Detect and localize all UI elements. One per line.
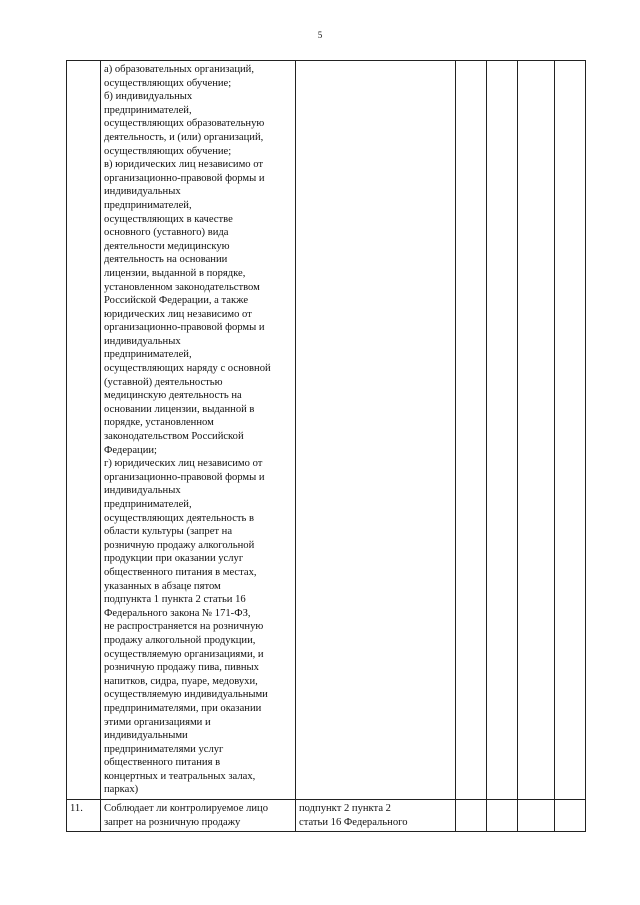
note-cell [555,61,586,800]
answer-no-cell [487,61,518,800]
question-text-line: не распространяется на розничную [104,621,264,633]
question-text-line: основании лицензии, выданной в [104,403,255,415]
table-row [67,61,586,800]
question-text-line: осуществляемую организациями, и [104,648,264,660]
question-text-line: указанных в абзаце пятом [104,580,221,592]
reference-cell [296,61,456,800]
question-text-line: этими организациями и [104,716,211,728]
question-text-line: б) индивидуальных [104,91,193,103]
question-text-line: предпринимателей, [104,499,192,510]
question-text-line: организационно-правовой формы и [104,322,265,334]
question-text-line: деятельность на основании [104,254,228,266]
question-text-line: осуществляющих обучение; [104,77,232,89]
question-text-line: Российской Федерации, а также [104,295,249,307]
question-text-line: концертных и театральных залах, [104,770,256,782]
question-text-line: в) юридических лиц независимо от [104,159,264,171]
question-text-line: юридических лиц независимо от [104,308,252,320]
question-text-line: запрет на розничную продажу [104,816,241,828]
question-text-line: осуществляющих наряду с основной [104,363,271,375]
question-text-line: общественного питания в [104,757,221,769]
question-text-line: Федерации; [104,444,157,456]
question-text-line: Федерального закона № 171-ФЗ, [104,607,251,619]
question-text-line: лицензии, выданной в порядке, [104,267,246,279]
question-text-line: организационно-правовой формы и [104,172,265,184]
question-text-line: осуществляющих деятельность в [104,512,255,524]
reference-text-line: статьи 16 Федерального [299,816,408,828]
question-text-line: предпринимателями, при оказании [104,702,262,714]
question-text-line: деятельность, и (или) организаций, [104,131,264,143]
answer-yes-cell [456,61,487,800]
question-text-line: предпринимателями услуг [104,743,224,755]
question-text-line: области культуры (запрет на [104,526,233,538]
question-text-line: законодательством Российской [104,431,244,443]
note-cell [555,800,586,832]
question-text-line: предпринимателей, [104,199,192,211]
question-text-line: осуществляющих образовательную [104,118,265,130]
question-text-line: напитков, сидра, пуаре, медовухи, [104,675,258,687]
page-number: 5 [317,30,323,40]
question-text-line: медицинскую деятельность на [104,390,242,402]
reference-cell [296,800,456,832]
question-text-line: индивидуальных [104,335,181,347]
question-text-line: Соблюдает ли контролируемое лицо [104,803,268,814]
question-text-line: деятельности медицинскую [104,240,230,252]
question-text-line: розничную продажу пива, пивных [104,662,259,674]
question-text-line: индивидуальных [104,186,181,198]
question-text-line: организационно-правовой формы и [104,471,265,483]
question-text-line: осуществляющих в качестве [104,213,233,225]
question-text-line: индивидуальных [104,485,181,497]
question-text-line: общественного питания в местах, [104,566,257,578]
question-text-line: установленном законодательством [104,281,260,293]
row-number-cell: 11. [67,800,101,832]
question-text-line: парках) [104,784,139,796]
table-row [67,800,586,832]
question-cell [101,800,296,832]
question-text-line: предпринимателей, [104,349,192,361]
question-text-line: порядке, установленном [104,417,214,429]
question-text-line: индивидуальными [104,730,188,742]
question-text-line: осуществляемую индивидуальными [104,689,268,701]
answer-no-cell [487,800,518,832]
question-text-line: розничную продажу алкогольной [104,539,255,551]
question-cell [101,61,296,800]
reference-text-line: подпункт 2 пункта 2 [299,803,391,814]
not-applicable-cell [518,800,555,832]
question-text-line: предпринимателей, [104,104,192,116]
answer-yes-cell [456,800,487,832]
question-text-line: г) юридических лиц независимо от [104,458,263,470]
question-text-line: (уставной) деятельностью [104,376,223,388]
question-text-line: подпункта 1 пункта 2 статьи 16 [104,594,246,606]
question-text-line: основного (уставного) вида [104,227,229,239]
question-text-line: осуществляющих обучение; [104,145,232,157]
row-number-cell [67,61,101,800]
question-text-line: продукции при оказании услуг [104,553,244,565]
checklist-table [66,60,586,832]
question-text-line: продажу алкогольной продукции, [104,634,256,646]
not-applicable-cell [518,61,555,800]
question-text-line: а) образовательных организаций, [104,64,254,75]
